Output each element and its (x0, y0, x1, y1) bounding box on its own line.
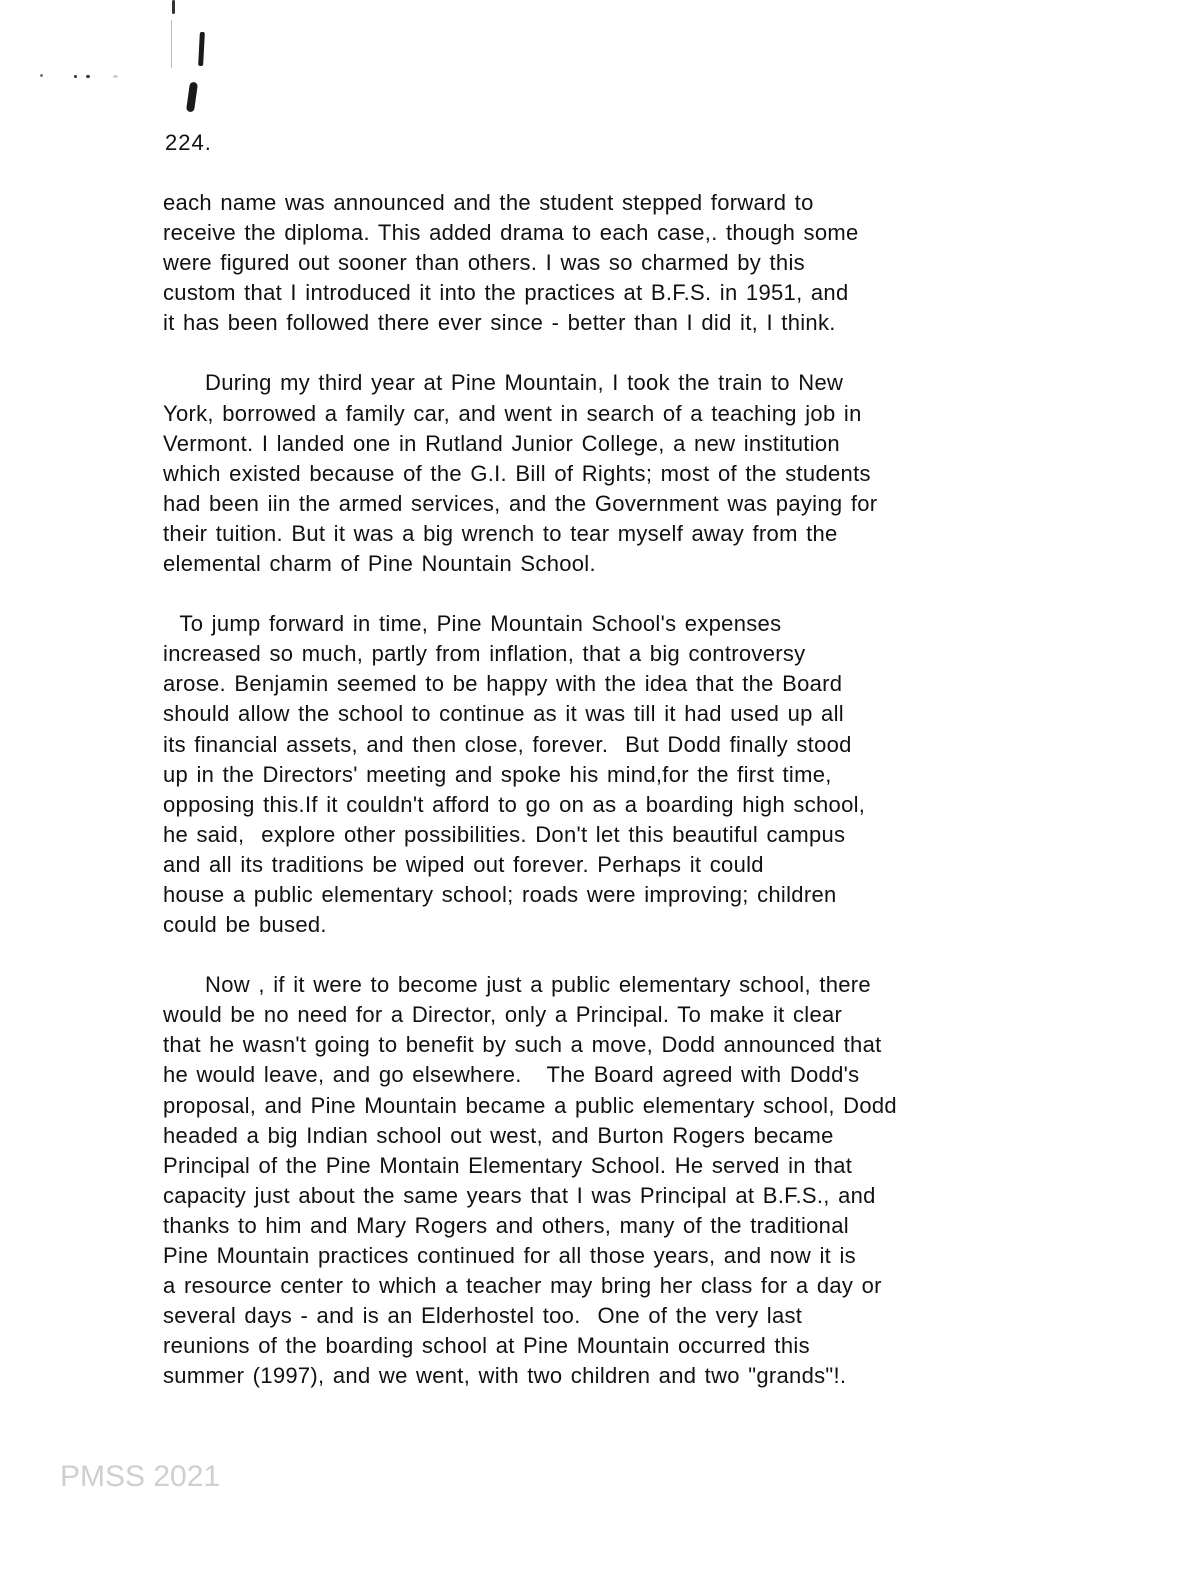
text-line: increased so much, partly from inflation, that a big controversy (163, 641, 806, 667)
scan-speck (86, 75, 90, 78)
text-line: that he wasn't going to benefit by such a move, Dodd announced that (163, 1032, 882, 1058)
scan-mark (198, 32, 205, 66)
text-line: it has been followed there ever since - better than I did it, I think. (163, 310, 836, 336)
text-line: up in the Directors' meeting and spoke his mind,for the first time, (163, 761, 832, 787)
text-line: Now , if it were to become just a public elementary school, there (163, 972, 871, 998)
scan-speck (74, 75, 77, 78)
text-line: custom that I introduced it into the practices at B.F.S. in 1951, and (163, 280, 849, 306)
text-line: York, borrowed a family car, and went in search of a teaching job in (163, 400, 862, 426)
paragraph (163, 368, 1043, 579)
text-line: had been iin the armed services, and the Government was paying for (163, 490, 878, 516)
text-line: thanks to him and Mary Rogers and others, many of the traditional (163, 1212, 849, 1238)
text-line: opposing this.If it couldn't afford to go on as a boarding high school, (163, 791, 866, 817)
text-line: a resource center to which a teacher may bring her class for a day or (163, 1273, 882, 1299)
text-line: arose. Benjamin seemed to be happy with the idea that the Board (163, 671, 843, 697)
scan-speck (40, 74, 43, 77)
text-line: Pine Mountain practices continued for all those years, and now it is (163, 1243, 856, 1268)
text-line: Vermont. I landed one in Rutland Junior College, a new institution (163, 430, 840, 456)
text-line: proposal, and Pine Mountain became a public elementary school, Dodd (163, 1092, 897, 1118)
scan-mark (186, 82, 198, 113)
text-line: reunions of the boarding school at Pine Mountain occurred this (163, 1333, 810, 1359)
text-line: house a public elementary school; roads were improving; children (163, 881, 837, 907)
paragraph (163, 609, 1043, 940)
text-line: their tuition. But it was a big wrench to tear myself away from the (163, 520, 838, 546)
text-line: Principal of the Pine Montain Elementary School. He served in that (163, 1152, 853, 1178)
text-line: receive the diploma. This added drama to each case,. though some (163, 220, 859, 246)
text-line: were figured out sooner than others. I was so charmed by this (163, 250, 805, 276)
text-line: each name was announced and the student stepped forward to (163, 190, 814, 215)
text-line: capacity just about the same years that I was Principal at B.F.S., and (163, 1182, 876, 1208)
paragraph (163, 970, 1043, 1391)
paragraph (163, 188, 1043, 338)
text-line: could be bused. (163, 912, 327, 938)
text-line: should allow the school to continue as it was till it had used up all (163, 701, 844, 727)
text-line: he would leave, and go elsewhere. The Board agreed with Dodd's (163, 1062, 860, 1088)
text-line: its financial assets, and then close, forever. But Dodd finally stood (163, 731, 852, 757)
text-line: several days - and is an Elderhostel too. One of the very last (163, 1303, 803, 1329)
text-line: summer (1997), and we went, with two children and two "grands"!. (163, 1363, 847, 1389)
text-line: would be no need for a Director, only a Principal. To make it clear (163, 1002, 843, 1028)
scan-mark (171, 20, 172, 68)
text-line: headed a big Indian school out west, and Burton Rogers became (163, 1122, 834, 1148)
scan-speck (113, 75, 118, 78)
text-line: and all its traditions be wiped out forever. Perhaps it could (163, 851, 764, 877)
watermark: PMSS 2021 (60, 1460, 221, 1493)
text-line: During my third year at Pine Mountain, I took the train to New (163, 370, 844, 396)
scan-mark (172, 0, 175, 14)
text-line: he said, explore other possibilities. Don't let this beautiful campus (163, 821, 846, 847)
text-line: To jump forward in time, Pine Mountain School's expenses (163, 611, 782, 637)
body-text (163, 188, 1043, 1421)
text-line: elemental charm of Pine Nountain School. (163, 551, 596, 577)
page-number: 224. (165, 130, 212, 155)
text-line: which existed because of the G.I. Bill of Rights; most of the students (163, 460, 871, 486)
